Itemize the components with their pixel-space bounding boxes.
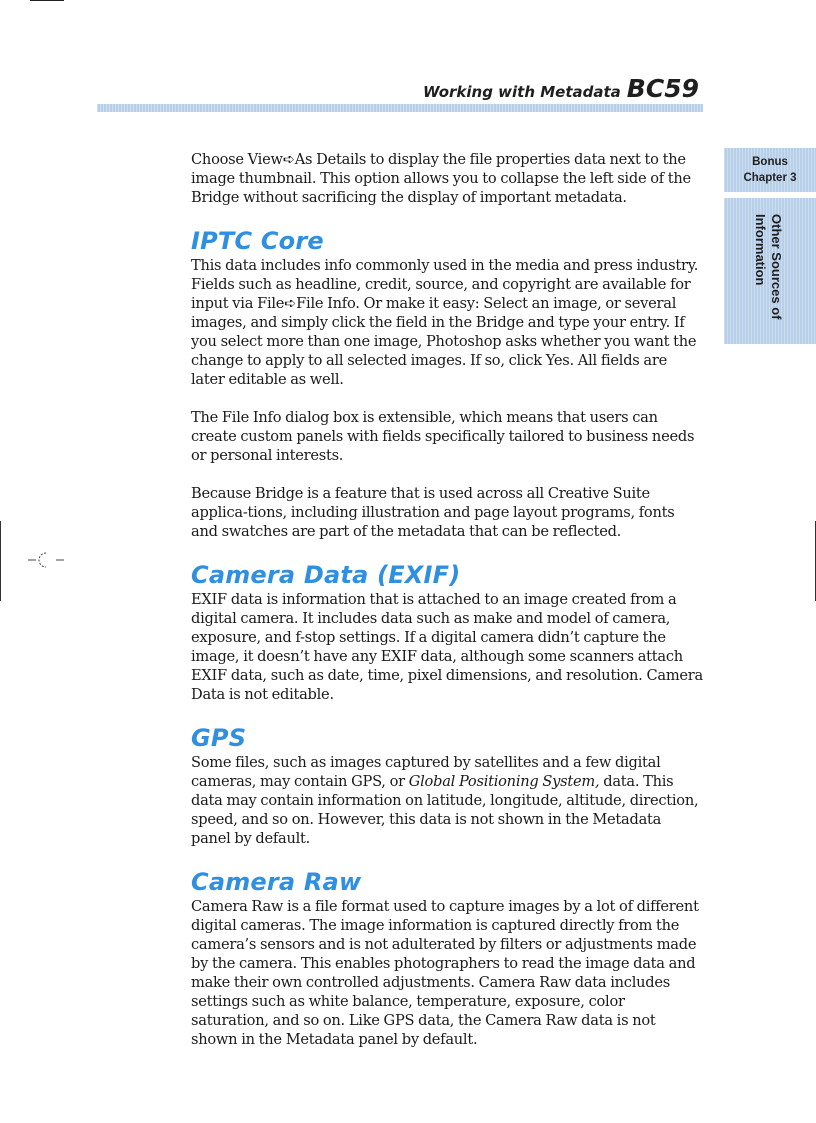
gps-p1-start: Some files, such as images captured by satellites and a few digital cameras, may contain GPS, or bbox=[191, 754, 661, 790]
heading-camera-data-exif: Camera Data (EXIF) bbox=[191, 561, 461, 589]
chapter-tab-line1: Bonus bbox=[752, 156, 788, 168]
iptc-paragraph-3: Because Bridge is a feature that is used across all Creative Suite applica-tions, including illustration and page layout programs, fonts and swatches are part of the metadata that can be reflected. bbox=[191, 485, 675, 540]
exif-paragraph: EXIF data is information that is attached to an image created from a digital camera. It includes data such as make and model of camera, exposure, and f-stop settings. If a digital camera didn’t capture the image, it doesn’t have any EXIF data, although some scanners attach EXIF data, such as date, time, pixel dimensions, and resolution. Camera Data is not editable. bbox=[191, 591, 703, 703]
page-number: BC59 bbox=[626, 74, 699, 103]
body-content bbox=[191, 150, 703, 1068]
intro-text-end: As Details to display the file properties data next to the image thumbnail. This option allows you to collapse the left side of the Bridge without sacrificing the display of important metadata. bbox=[191, 151, 691, 206]
gps-p1-end: data. This data may contain information on latitude, longitude, altitude, direction, speed, and so on. However, this data is not shown in the Metadata panel by default. bbox=[191, 773, 699, 847]
crop-mark-top bbox=[30, 0, 64, 1]
header-rule bbox=[97, 104, 703, 112]
running-head-title: Working with Metadata bbox=[422, 83, 621, 101]
section-tab-line1: Other Sources of bbox=[769, 214, 784, 320]
registration-mark-icon bbox=[26, 550, 66, 570]
iptc-p1-end: File Info. Or make it easy: Select an image, or several images, and simply click the field in the Bridge and type your entry. If you select more than one image, Photoshop asks whether you want the change to apply to all selected images. If so, click Yes. All fields are later editable as well. bbox=[191, 295, 697, 388]
heading-iptc-core: IPTC Core bbox=[191, 227, 324, 255]
page-edge-left bbox=[0, 521, 1, 601]
intro-text-start: Choose View bbox=[191, 151, 283, 168]
section-tab-line2: Information bbox=[753, 214, 768, 286]
heading-gps: GPS bbox=[191, 724, 247, 752]
intro-paragraph bbox=[191, 150, 703, 207]
running-head bbox=[423, 74, 699, 103]
menu-arrow-icon: ➪ bbox=[282, 151, 295, 168]
chapter-tab-line2: Chapter 3 bbox=[743, 172, 797, 184]
menu-arrow-icon: ➪ bbox=[284, 295, 297, 312]
iptc-paragraph-1 bbox=[191, 256, 703, 389]
iptc-p1-start: This data includes info commonly used in the media and press industry. Fields such as headline, credit, source, and copyright are available for input via File bbox=[191, 257, 699, 312]
chapter-tab bbox=[724, 148, 816, 192]
camera-raw-paragraph: Camera Raw is a file format used to capture images by a lot of different digital cameras. The image information is captured directly from the camera’s sensors and is not adulterated by filters or adjustments made by the camera. This enables photographers to read the image data and make their own controlled adjustments. Camera Raw data includes settings such as white balance, temperature, exposure, color saturation, and so on. Like GPS data, the Camera Raw data is not shown in the Metadata panel by default. bbox=[191, 898, 699, 1048]
section-tab bbox=[724, 198, 816, 344]
section-tab-label bbox=[752, 214, 784, 319]
iptc-paragraph-2: The File Info dialog box is extensible, which means that users can create custom panels with fields specifically tailored to business needs or personal interests. bbox=[191, 409, 695, 464]
gps-paragraph bbox=[191, 753, 703, 848]
gps-term-emphasis: Global Positioning System, bbox=[408, 773, 600, 790]
heading-camera-raw: Camera Raw bbox=[191, 868, 362, 896]
